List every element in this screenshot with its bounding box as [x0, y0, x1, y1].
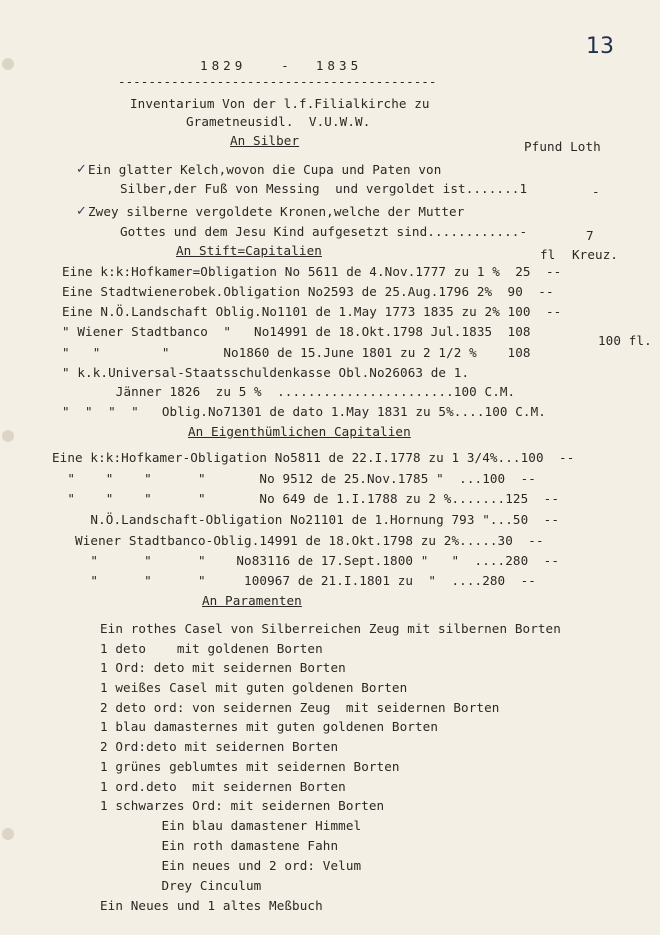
- binder-hole: [2, 828, 14, 840]
- title-line-2: Grametneusidl. V.U.W.W.: [186, 114, 371, 129]
- paramente-entry: 1 grünes geblumtes mit seidernen Borten: [100, 759, 400, 774]
- stift-entry: Eine Stadtwienerobek.Obligation No2593 de 25.Aug.1796 2% 90 --: [62, 284, 554, 299]
- check-mark-icon: ✓: [76, 162, 87, 177]
- paramente-entry: 2 Ord:deto mit seidernen Borten: [100, 739, 339, 754]
- stift-entry: Jänner 1826 zu 5 % .......................100 C.M.: [62, 384, 516, 399]
- section-heading-paramente: An Paramenten: [202, 593, 302, 608]
- paramente-entry: Ein neues und 2 ord: Velum: [100, 858, 362, 873]
- paramente-entry: 2 deto ord: von seidernen Zeug mit seidernen Borten: [100, 700, 500, 715]
- eigen-entry: Eine k:k:Hofkamer-Obligation No5811 de 22.I.1778 zu 1 3/4%...100 --: [52, 450, 575, 465]
- paramente-entry: 1 blau damasternes mit guten goldenen Borten: [100, 719, 439, 734]
- silber-item-1-line-1: Ein glatter Kelch,wovon die Cupa und Paten von: [88, 162, 442, 177]
- eigen-entry: " " " 100967 de 21.I.1801 zu " ....280 --: [52, 573, 536, 588]
- stift-entry: " " " " Oblig.No71301 de dato 1.May 1831 zu 5%....100 C.M.: [62, 404, 546, 419]
- check-mark-icon: ✓: [76, 204, 87, 219]
- silber-item-2-line-1: Zwey silberne vergoldete Kronen,welche der Mutter: [88, 204, 465, 219]
- eigen-entry: Wiener Stadtbanco-Oblig.14991 de 18.Okt.1798 zu 2%.....30 --: [52, 533, 544, 548]
- stift-entry: " Wiener Stadtbanco " No14991 de 18.Okt.1798 Jul.1835 108: [62, 324, 531, 339]
- paramente-entry: 1 weißes Casel mit guten goldenen Borten: [100, 680, 408, 695]
- binder-hole: [2, 58, 14, 70]
- silber-item-2-line-2: Gottes und dem Jesu Kind aufgesetzt sind............-: [120, 224, 528, 239]
- page-number: 13: [586, 34, 614, 59]
- paramente-entry: Drey Cinculum: [100, 878, 262, 893]
- paramente-entry: 1 schwarzes Ord: mit seidernen Borten: [100, 798, 385, 813]
- paramente-entry: Ein roth damastene Fahn: [100, 838, 339, 853]
- paramente-entry: 1 deto mit goldenen Borten: [100, 641, 323, 656]
- paramente-entry: 1 ord.deto mit seidernen Borten: [100, 779, 346, 794]
- stift-entry: " k.k.Universal-Staatsschuldenkasse Obl.No26063 de 1.: [62, 365, 470, 380]
- stift-entry: " " " No1860 de 15.June 1801 zu 2 1/2 % 108: [62, 345, 531, 360]
- title-line-1: Inventarium Von der l.f.Filialkirche zu: [130, 96, 430, 111]
- section-heading-silber: An Silber: [230, 133, 300, 148]
- section-heading-eigen: An Eigenthümlichen Capitalien: [188, 424, 411, 439]
- paramente-entry: Ein rothes Casel von Silberreichen Zeug mit silbernen Borten: [100, 621, 561, 636]
- column-header-pfund-loth: Pfund Loth: [524, 139, 601, 154]
- binder-hole: [2, 430, 14, 442]
- stift-entry: Eine N.Ö.Landschaft Oblig.No1101 de 1.May 1773 1835 zu 2% 100 --: [62, 304, 562, 319]
- section-heading-stift: An Stift=Capitalien: [176, 243, 322, 258]
- eigen-entry: " " " No83116 de 17.Sept.1800 " " ....280 --: [52, 553, 560, 568]
- column-header-fl: fl: [540, 247, 556, 262]
- silber-item-1-line-2: Silber,der Fuß von Messing und vergoldet ist.......1: [120, 181, 528, 196]
- paramente-entry: Ein Neues und 1 altes Meßbuch: [100, 898, 323, 913]
- stift-entry: Eine k:k:Hofkamer=Obligation No 5611 de 4.Nov.1777 zu 1 % 25 --: [62, 264, 562, 279]
- stift-side-note: 100 fl.: [598, 333, 652, 348]
- silber-item-1-loth: -: [592, 184, 600, 199]
- eigen-entry: " " " " No 649 de 1.I.1788 zu 2 %.......125 --: [52, 491, 560, 506]
- eigen-entry: " " " " No 9512 de 25.Nov.1785 " ...100 --: [52, 471, 536, 486]
- eigen-entry: N.Ö.Landschaft-Obligation No21101 de 1.Hornung 793 "...50 --: [52, 512, 560, 527]
- column-header-kreuz: Kreuz.: [572, 247, 619, 262]
- paramente-entry: 1 Ord: deto mit seidernen Borten: [100, 660, 346, 675]
- paramente-entry: Ein blau damastener Himmel: [100, 818, 362, 833]
- year-range: 1829 - 1835: [200, 58, 363, 73]
- silber-item-2-loth: 7: [586, 228, 594, 243]
- separator-line: ------------------------------------------: [118, 74, 437, 89]
